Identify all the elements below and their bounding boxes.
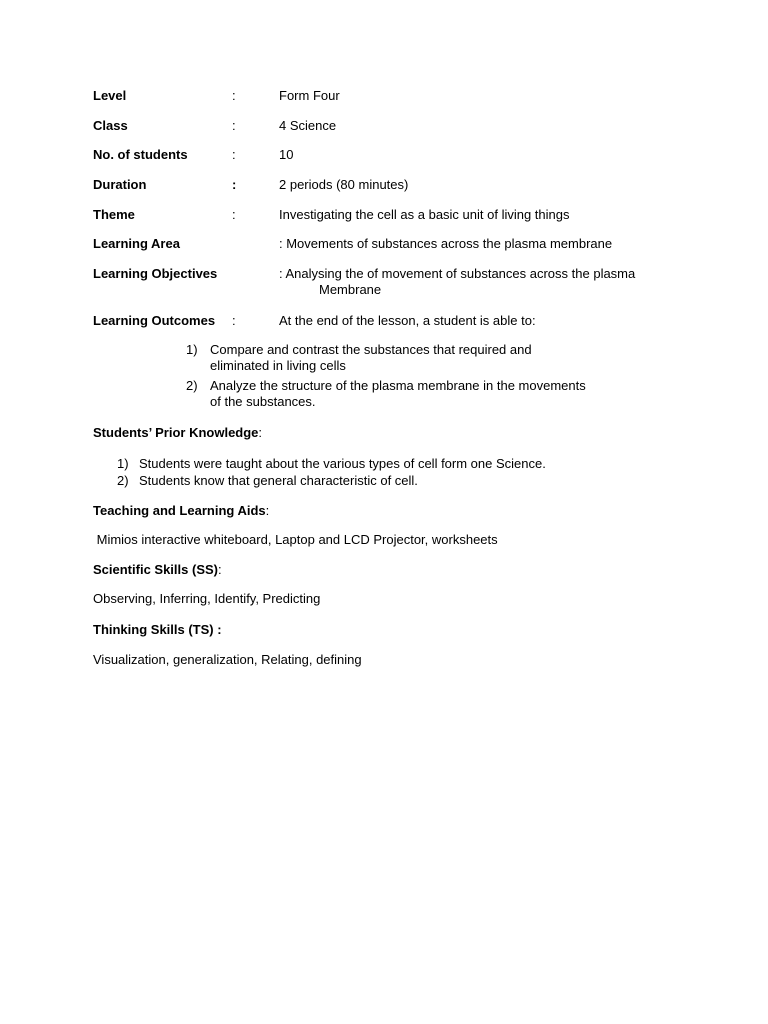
class-label: Class (93, 118, 128, 133)
scientific-skills-heading-text: Scientific Skills (SS) (93, 562, 218, 577)
students-value: 10 (279, 147, 294, 162)
students-colon: : (232, 147, 236, 162)
learning-outcomes-label: Learning Outcomes (93, 313, 216, 328)
list-item-number: 1) (186, 342, 198, 357)
prior-knowledge-heading (93, 425, 262, 441)
list-item-number: 2) (186, 378, 198, 393)
scientific-skills-heading-colon: : (218, 562, 222, 577)
theme-label: Theme (93, 207, 135, 222)
class-colon: : (232, 118, 236, 133)
learning-objectives-label: Learning Objectives (93, 266, 218, 281)
list-item-text: Analyze the structure of the plasma membrane in the movements of the substances. (210, 378, 586, 409)
learning-objectives-line2: Membrane (319, 282, 382, 297)
teaching-aids-text: Mimios interactive whiteboard, Laptop and LCD Projector, worksheets (93, 532, 498, 547)
learning-area-label: Learning Area (93, 236, 180, 251)
students-label: No. of students (93, 147, 188, 162)
level-colon: : (232, 88, 236, 103)
scientific-skills-text: Observing, Inferring, Identify, Predicting (93, 591, 321, 606)
thinking-skills-heading: Thinking Skills (TS) : (93, 622, 222, 637)
theme-value: Investigating the cell as a basic unit of living things (279, 207, 570, 222)
learning-area-value: : Movements of substances across the plasma membrane (279, 236, 613, 251)
list-item-text: Compare and contrast the substances that required and eliminated in living cells (210, 342, 532, 373)
duration-label: Duration (93, 177, 147, 192)
class-value: 4 Science (279, 118, 337, 133)
list-item (117, 472, 546, 489)
list-item (117, 455, 546, 472)
learning-outcomes-intro: At the end of the lesson, a student is able to: (279, 313, 536, 328)
prior-knowledge-list (117, 455, 546, 489)
list-item-number: 1) (117, 456, 129, 471)
thinking-skills-text: Visualization, generalization, Relating, defining (93, 652, 362, 667)
learning-outcomes-list (186, 342, 586, 414)
teaching-aids-heading (93, 503, 269, 519)
list-item-text: Students know that general characteristic of cell. (139, 473, 418, 488)
level-label: Level (93, 88, 127, 103)
teaching-aids-heading-colon: : (265, 503, 270, 518)
list-item (186, 378, 586, 410)
list-item-number: 2) (117, 473, 129, 488)
list-item-text: Students were taught about the various types of cell form one Science. (139, 456, 546, 471)
learning-objectives-value (279, 266, 679, 298)
learning-objectives-line1: : Analysing the of movement of substances across the plasma (279, 266, 636, 281)
prior-knowledge-heading-text: Students’ Prior Knowledge (93, 425, 259, 440)
duration-value: 2 periods (80 minutes) (279, 177, 409, 192)
theme-colon: : (232, 207, 236, 222)
duration-colon: : (232, 177, 237, 192)
learning-outcomes-colon: : (232, 313, 236, 328)
scientific-skills-heading (93, 562, 222, 578)
level-value: Form Four (279, 88, 340, 103)
list-item (186, 342, 586, 374)
teaching-aids-heading-text: Teaching and Learning Aids (93, 503, 266, 518)
prior-knowledge-heading-colon: : (258, 425, 263, 440)
